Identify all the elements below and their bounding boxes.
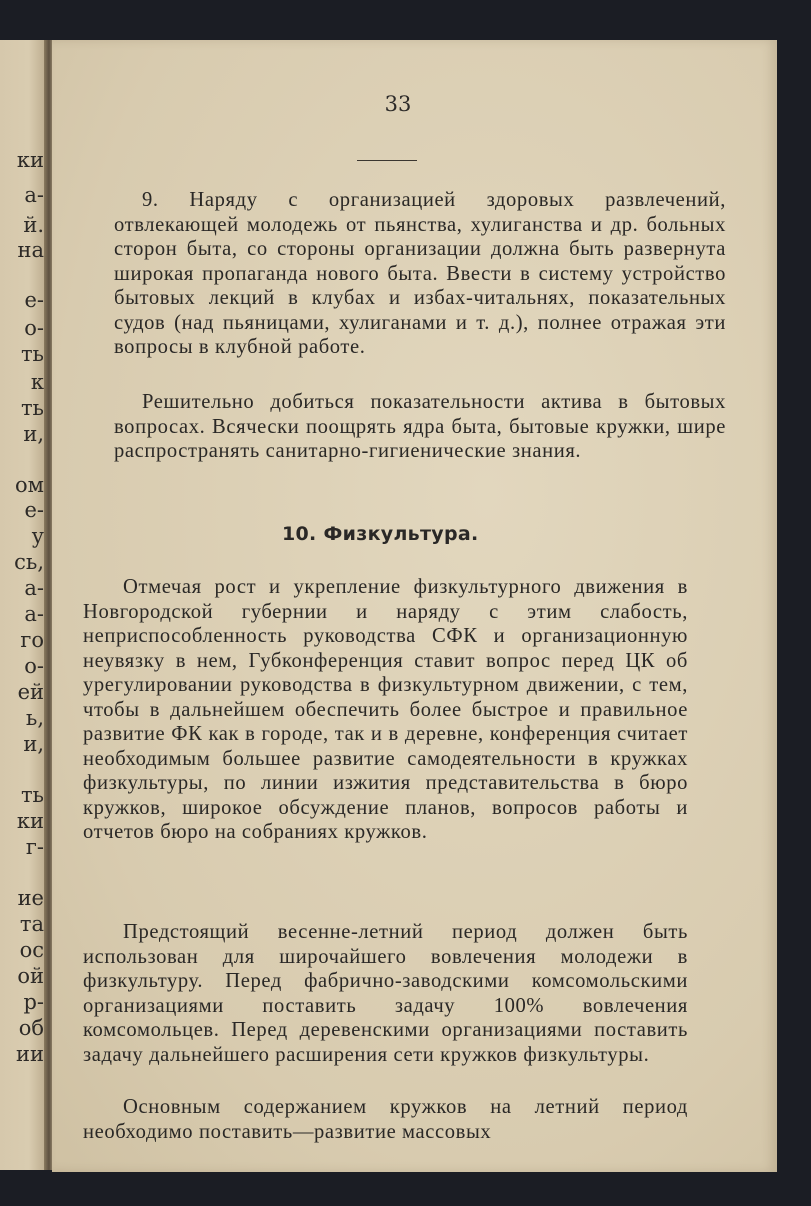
paragraph-10-summer: Предстоящий весенне-летний период должен быть использован для широчайшего вовлечения молодежи в физкультуру. Перед фабрично-заводскими комсомольскими организациями поставить задачу 100% вовлечения комсомольцев. Перед деревенскими организациями поставить задачу дальнейшего расширения сети кружков физкультуры.: [83, 921, 688, 1066]
facing-page-fragment: р-: [23, 990, 44, 1014]
facing-page-fragment: ть: [20, 396, 44, 420]
book-page: [52, 40, 777, 1172]
facing-page-fragment: ь,: [25, 706, 44, 730]
facing-page-fragment: ии: [16, 1042, 44, 1066]
facing-page-fragment: о-: [24, 654, 44, 678]
facing-page-fragment: ие: [17, 886, 44, 910]
facing-page-fragment: ть: [20, 342, 44, 366]
facing-page-fragment: ой: [17, 964, 44, 988]
facing-page-fragment: й.: [23, 213, 44, 237]
facing-page-fragment: об: [18, 1016, 44, 1040]
facing-page-fragment: ом: [15, 473, 44, 497]
paragraph-10-content: Основным содержанием кружков на летний период необходимо поставить—развитие массовых: [83, 1096, 688, 1143]
facing-page-fragment: к: [30, 370, 44, 394]
facing-page-fragment: ки: [16, 809, 44, 833]
facing-page-fragment: а-: [24, 576, 44, 600]
facing-page-fragment: ки: [16, 148, 44, 172]
facing-page-fragment: е-: [24, 288, 44, 312]
facing-page-fragment: сь,: [14, 550, 44, 574]
facing-page-fragment: у: [31, 524, 44, 548]
section-heading: 10. Физкультура.: [282, 523, 479, 545]
facing-page-fragment: о-: [24, 316, 44, 340]
facing-page-fragment: и,: [23, 422, 44, 446]
facing-page-fragment: го: [20, 628, 44, 652]
paragraph-9-continued: Решительно добиться показательности актива в бытовых вопросах. Всячески поощрять ядра быта, бытовые кружки, шире распространять санитарно-гигиенические знания.: [114, 391, 726, 462]
facing-page-fragment: е-: [24, 498, 44, 522]
paragraph-9: 9. Наряду с организацией здоровых развлечений, отвлекающей молодежь от пьянства, хулиганства и др. больных сторон быта, со стороны организации должна быть развернута широкая пропаганда нового быта. Ввести в систему устройство бытовых лекций в клубах и избах-читальнях, показательных судов (над пьяницами, хулиганами и т. д.), полнее отражая эти вопросы в клубной работе.: [114, 189, 726, 358]
facing-page-fragment: ей: [17, 680, 44, 704]
page-number: 33: [384, 92, 412, 116]
facing-page-fragment: и,: [23, 732, 44, 756]
facing-page-edge: [0, 40, 48, 1170]
facing-page-fragment: г-: [25, 835, 44, 859]
facing-page-fragment: а-: [24, 602, 44, 626]
facing-page-fragment: а-: [24, 183, 44, 207]
facing-page-fragment: ос: [19, 938, 44, 962]
facing-page-fragment: ть: [20, 783, 44, 807]
page-number-rule: [357, 160, 417, 161]
facing-page-fragment: на: [17, 238, 44, 262]
facing-page-fragment: та: [19, 912, 44, 936]
paragraph-10-intro: Отмечая рост и укрепление физкультурного движения в Новгородской губернии и наряду с этим слабость, неприспособленность руководства СФК и организационную неувязку в нем, Губконференция ставит вопрос перед ЦК об урегулировании руководства в физкультурном движении, с тем, чтобы в дальнейшем обеспечить более быстрое и правильное развитие ФК как в городе, так и в деревне, конференция считает необходимым большее развитие самодеятельности в кружках физкультуры, по линии изжития представительства в бюро кружков, широкое обсуждение планов, вопросов работы и отчетов бюро на собраниях кружков.: [83, 576, 688, 843]
